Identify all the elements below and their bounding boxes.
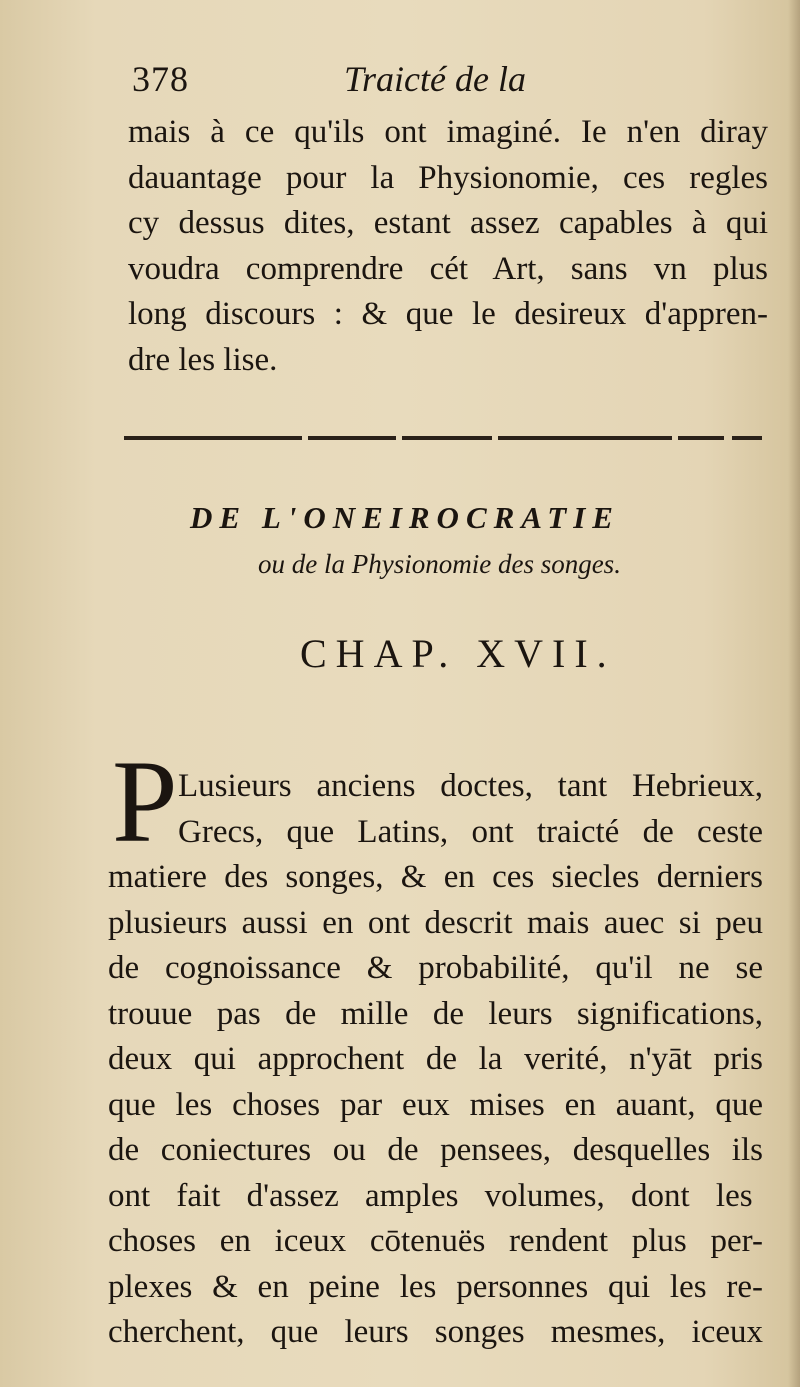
text-line: que les choses par eux mises en auant, que xyxy=(108,1086,763,1123)
rule-segment xyxy=(678,436,724,440)
text-line: plexes & en peine les personnes qui les re- xyxy=(108,1268,763,1305)
text-line: de coniectures ou de pensees, desquelles ils xyxy=(108,1132,763,1168)
text-line: cy dessus dites, estant assez capables à qui xyxy=(128,205,768,241)
paragraph-top xyxy=(128,110,768,383)
section-subtitle: ou de la Physionomie des songes. xyxy=(258,549,621,579)
rule-segment xyxy=(308,436,396,440)
text-line: matiere des songes, & en ces siecles derniers xyxy=(108,859,763,895)
running-title: Traicté de la xyxy=(344,59,526,99)
rule-segment xyxy=(124,436,302,440)
text-line: choses en iceux cōtenuës rendent plus per- xyxy=(108,1223,763,1259)
text-line: Grecs, que Latins, ont traicté de ceste xyxy=(178,813,763,850)
rule-segment xyxy=(732,436,762,440)
text-line: ont fait d'assez amples volumes, dont les xyxy=(108,1177,753,1214)
text-line: de cognoissance & probabilité, qu'il ne se xyxy=(108,950,763,986)
text-line: plusieurs aussi en ont descrit mais auec si peu xyxy=(108,904,763,941)
paragraph-main xyxy=(108,764,763,1356)
text-line: long discours : & que le desireux d'appren- xyxy=(128,296,768,332)
section-title: DE L'ONEIROCRATIE xyxy=(190,500,620,535)
text-line: dauantage pour la Physionomie, ces regles xyxy=(128,159,768,196)
ornamental-rule xyxy=(124,433,762,443)
text-line: Lusieurs anciens doctes, tant Hebrieux, xyxy=(178,768,763,804)
text-line: voudra comprendre cét Art, sans vn plus xyxy=(128,250,768,287)
text-line: deux qui approchent de la verité, n'yāt pris xyxy=(108,1041,763,1077)
text-line: trouue pas de mille de leurs significations, xyxy=(108,995,763,1032)
rule-segment xyxy=(402,436,492,440)
page-edge-shadow xyxy=(788,0,800,1387)
text-line: cherchent, que leurs songes mesmes, iceux xyxy=(108,1314,763,1350)
text-line: mais à ce qu'ils ont imaginé. Ie n'en diray xyxy=(128,114,768,150)
rule-segment xyxy=(498,436,672,440)
page-number: 378 xyxy=(132,59,189,99)
text-line: dre les lise. xyxy=(128,341,278,378)
chapter-heading: CHAP. XVII. xyxy=(300,631,616,676)
page-header xyxy=(132,52,762,112)
drop-cap-initial: P xyxy=(112,736,178,867)
